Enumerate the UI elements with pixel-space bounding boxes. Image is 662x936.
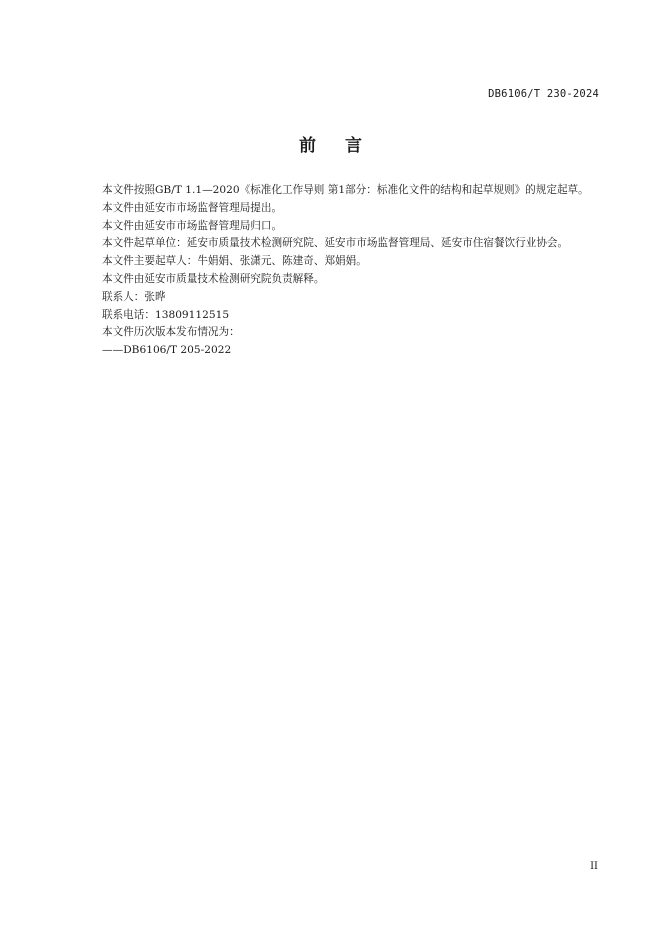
- page-title: [0, 131, 662, 156]
- paragraph-version-history: 本文件历次版本发布情况为：: [102, 326, 240, 339]
- paragraph-main-drafters: 本文件主要起草人：牛娟娟、张潇元、陈建奇、郑娟娟。: [102, 255, 367, 268]
- title-char-2: 言: [345, 136, 363, 156]
- document-code: DB6106/T 230-2024: [488, 88, 599, 100]
- page-number: II: [590, 861, 598, 872]
- paragraph-centralized-by: 本文件由延安市市场监督管理局归口。: [102, 219, 283, 232]
- paragraph-previous-version: ——DB6106/T 205-2022: [102, 344, 232, 357]
- title-char-1: 前: [299, 136, 317, 156]
- paragraph-contact-person: 联系人：张晔: [102, 290, 166, 303]
- paragraph-interpretation: 本文件由延安市质量技术检测研究院负责解释。: [102, 272, 325, 285]
- paragraph-proposed-by: 本文件由延安市市场监督管理局提出。: [102, 201, 283, 214]
- paragraph-contact-phone: 联系电话：13809112515: [102, 308, 230, 321]
- paragraph-drafting-rules: 本文件按照GB/T 1.1—2020《标准化工作导则 第1部分：标准化文件的结构和起草规则》的规定起草。: [102, 184, 589, 196]
- foreword-body: [81, 182, 601, 360]
- paragraph-drafting-units: 本文件起草单位：延安市质量技术检测研究院、延安市市场监督管理局、延安市住宿餐饮行业协会。: [102, 237, 569, 250]
